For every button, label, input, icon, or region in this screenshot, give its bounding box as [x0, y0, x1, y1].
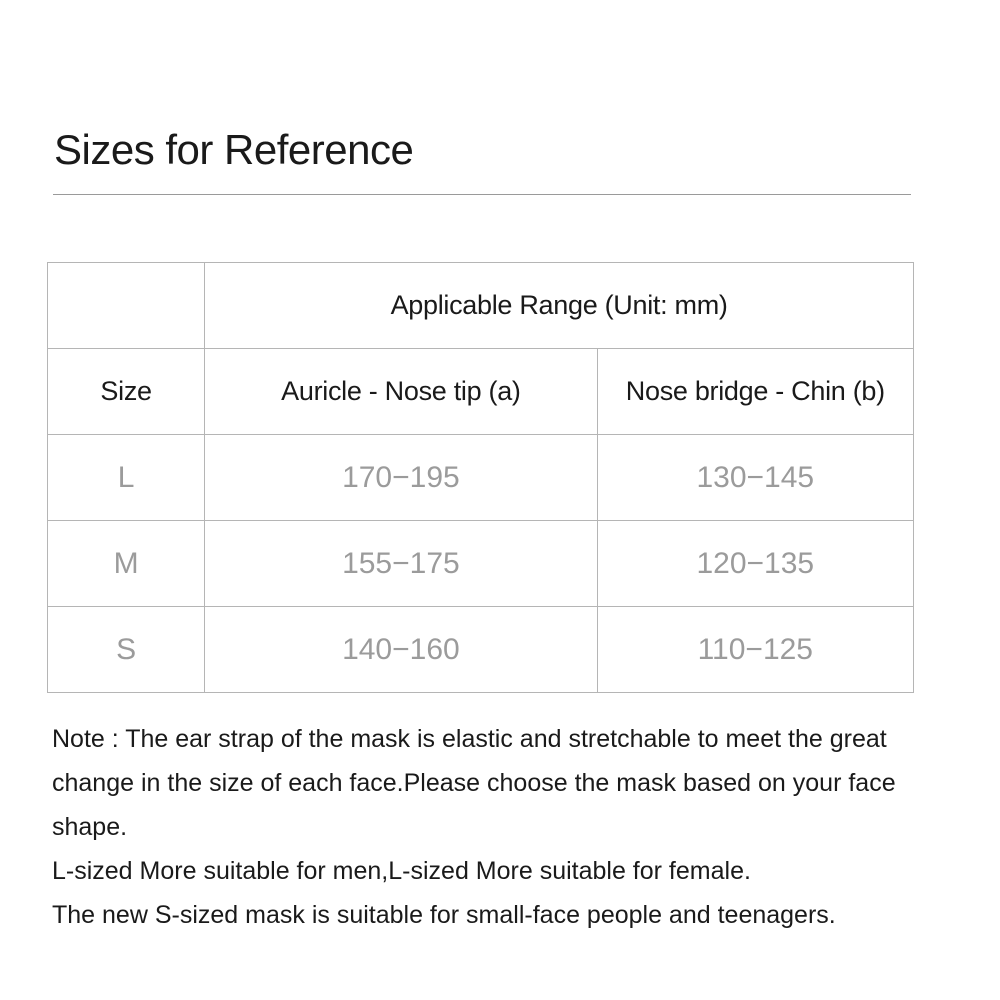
- col-b-header-cell: [597, 349, 913, 435]
- page-title: Sizes for Reference: [54, 126, 414, 173]
- table-row: [48, 521, 914, 607]
- size-value: M: [113, 546, 139, 580]
- table-row: [48, 435, 914, 521]
- col-a-value: 155−175: [342, 546, 460, 580]
- title-divider: [53, 194, 911, 195]
- table-header-row-range: [48, 263, 914, 349]
- size-value: S: [116, 632, 137, 666]
- col-b-header: Nose bridge - Chin (b): [625, 376, 885, 406]
- col-b-cell: [597, 607, 913, 693]
- size-cell: [48, 607, 205, 693]
- empty-corner-cell: [48, 263, 205, 349]
- size-cell: [48, 521, 205, 607]
- col-b-cell: [597, 521, 913, 607]
- table-row: [48, 607, 914, 693]
- size-cell: [48, 435, 205, 521]
- col-b-value: 130−145: [696, 460, 815, 494]
- col-b-value: 120−135: [696, 546, 815, 580]
- col-a-value: 170−195: [342, 460, 460, 494]
- col-b-value: 110−125: [697, 632, 813, 666]
- col-a-cell: [205, 521, 597, 607]
- note-men-female: L-sized More suitable for men,L-sized More suitable for female.: [52, 857, 751, 885]
- col-a-cell: [205, 435, 597, 521]
- note-paragraph: Note : The ear strap of the mask is elastic and stretchable to meet the great change in the size of each face.Please choose the mask based on your face shape.: [52, 725, 896, 841]
- size-header: Size: [100, 376, 152, 406]
- col-a-header: Auricle - Nose tip (a): [281, 376, 521, 406]
- col-b-cell: [597, 435, 913, 521]
- size-table: [47, 262, 914, 693]
- col-a-value: 140−160: [342, 632, 460, 666]
- size-value: L: [117, 460, 135, 494]
- col-a-cell: [205, 607, 597, 693]
- note-block: [52, 717, 962, 937]
- note-small-size: The new S-sized mask is suitable for small-face people and teenagers.: [52, 901, 836, 929]
- table-header-row-columns: [48, 349, 914, 435]
- col-a-header-cell: [205, 349, 597, 435]
- range-header: Applicable Range (Unit: mm): [390, 290, 728, 320]
- size-header-cell: [48, 349, 205, 435]
- range-header-cell: [205, 263, 914, 349]
